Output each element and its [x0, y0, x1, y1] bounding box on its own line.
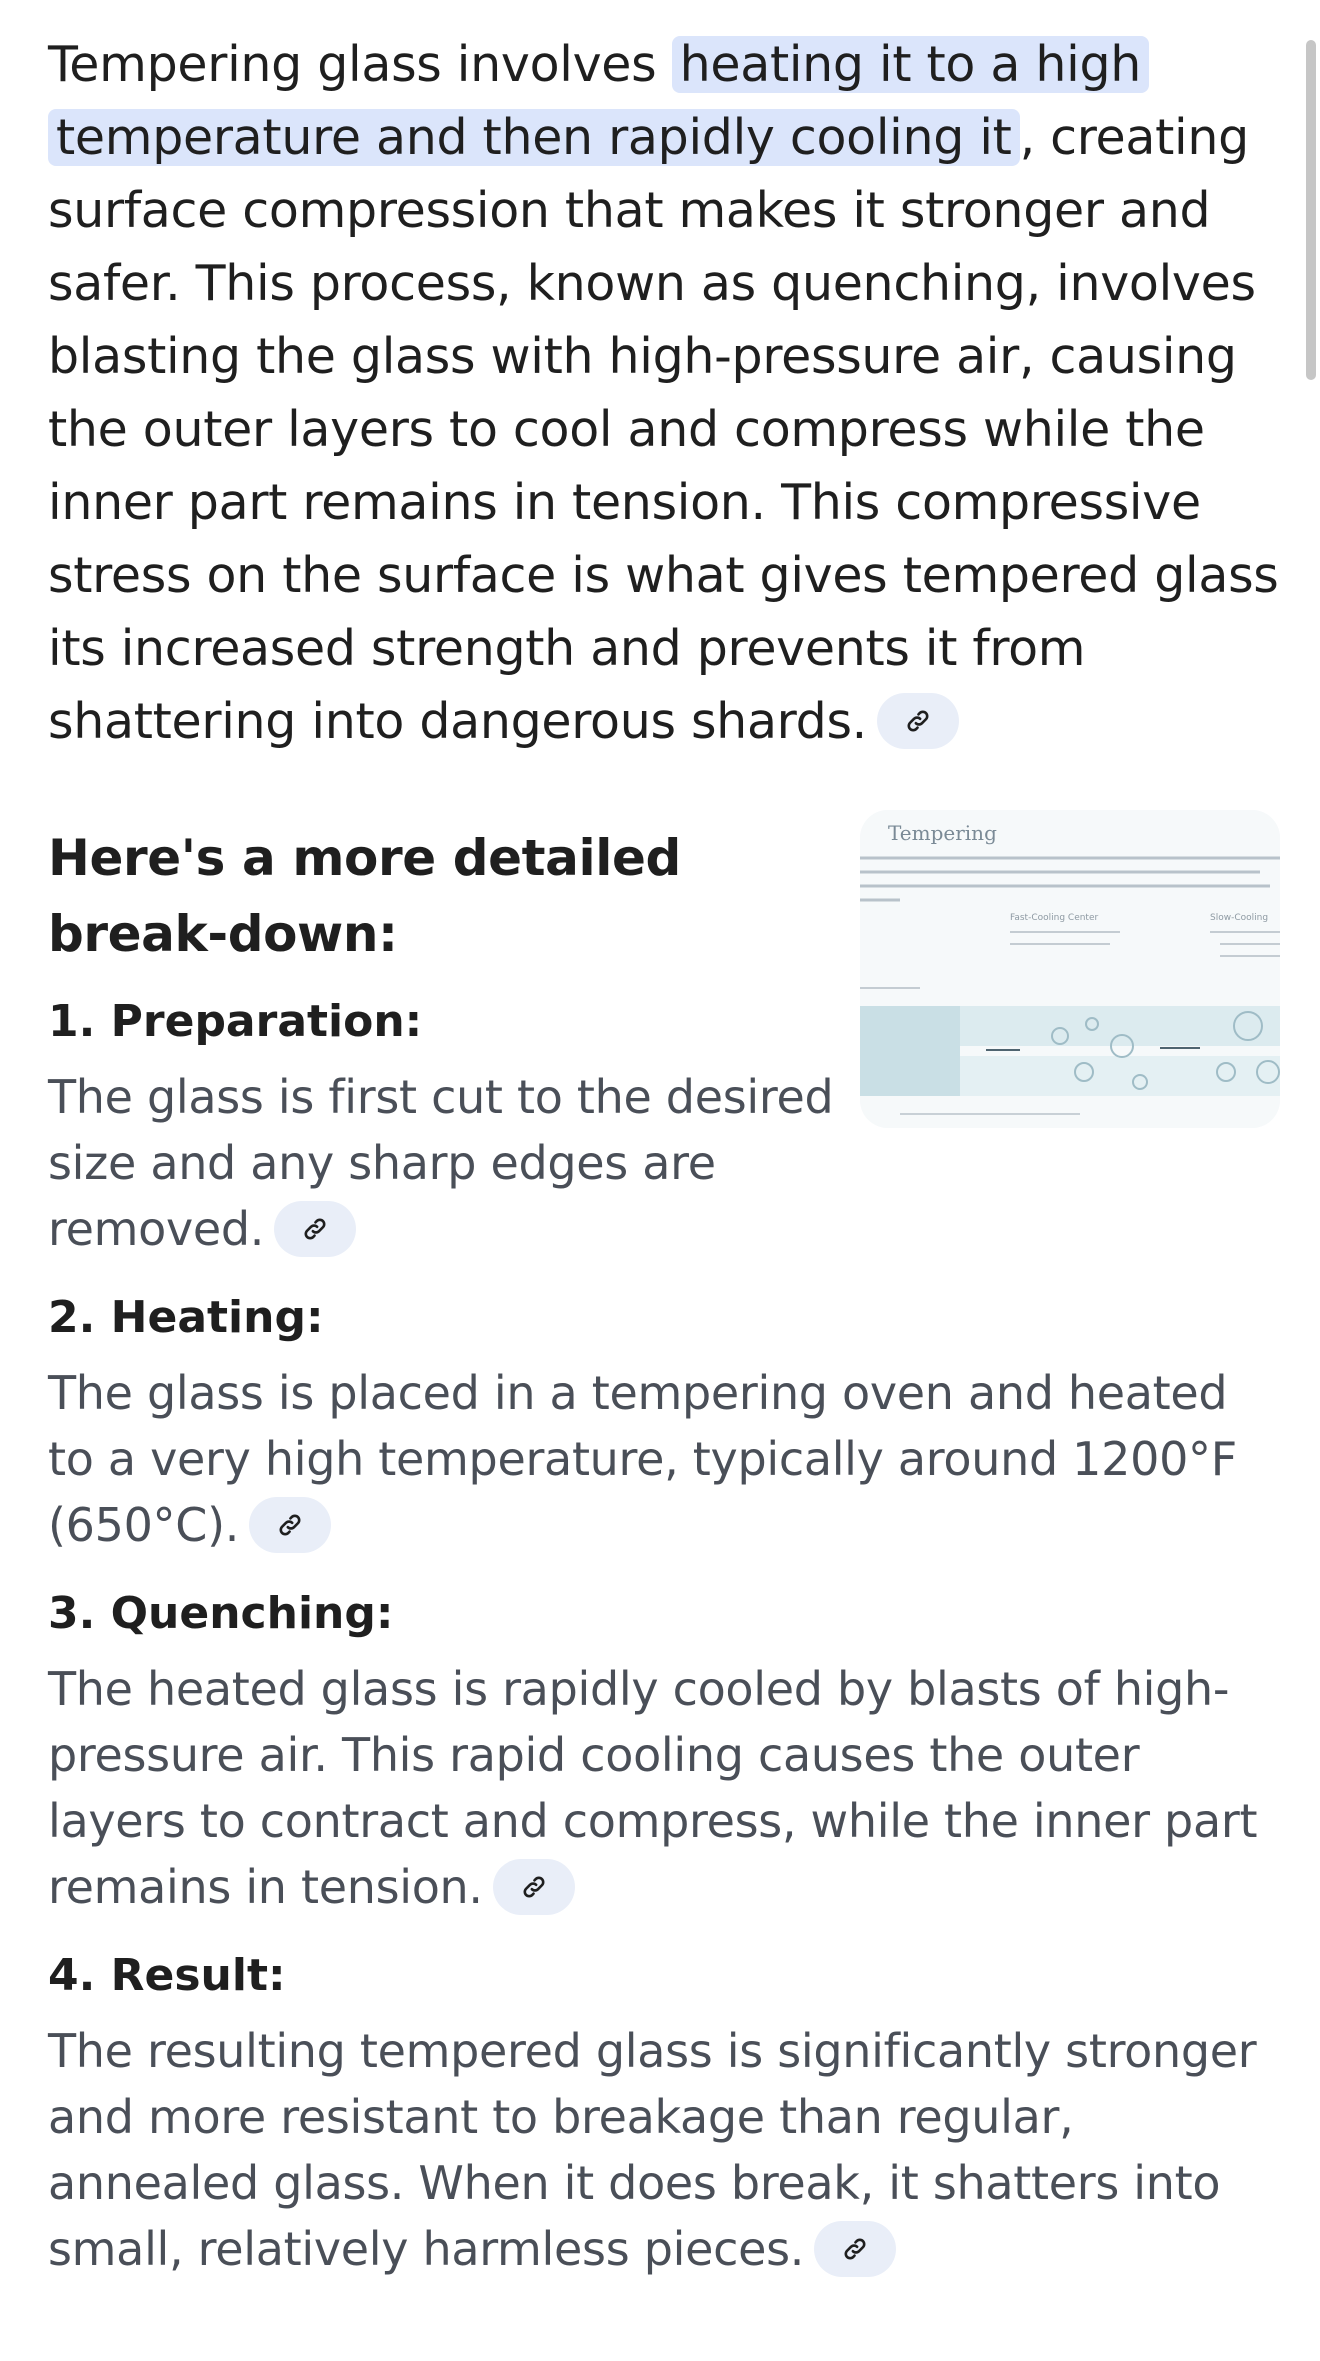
step-quenching	[48, 1584, 1280, 1920]
answer-intro	[48, 28, 1280, 758]
thumbnail-title: Tempering	[888, 821, 997, 845]
link-icon	[277, 1512, 303, 1538]
step-body-text: The heated glass is rapidly cooled by blasts of high-pressure air. This rapid cooling causes the outer layers to contract and compress, while the inner part remains in tension.	[48, 1662, 1258, 1914]
source-link-button[interactable]	[814, 2221, 896, 2277]
step-body-text: The resulting tempered glass is significantly stronger and more resistant to breakage than regular, annealed glass. When it does break, it shatters into small, relatively harmless pieces.	[48, 2024, 1257, 2276]
link-icon	[905, 708, 931, 734]
link-icon	[521, 1874, 547, 1900]
step-body-text: The glass is placed in a tempering oven and heated to a very high temperature, typically around 1200°F (650°C).	[48, 1366, 1237, 1552]
step-title: 4. Result:	[48, 1950, 286, 2001]
ai-answer	[48, 28, 1280, 2282]
step-title: 3. Quenching:	[48, 1588, 394, 1639]
step-title: 2. Heating:	[48, 1292, 324, 1343]
breakdown-heading: Here's a more detailed break-down:	[48, 829, 681, 963]
step-heating	[48, 1288, 1280, 1558]
step-body-text: The glass is first cut to the desired size and any sharp edges are removed.	[48, 1070, 834, 1256]
step-body	[48, 2018, 1280, 2282]
thumbnail-label-fast: Fast-Cooling Center	[1010, 913, 1099, 923]
step-body	[48, 1360, 1280, 1558]
source-link-button[interactable]	[493, 1859, 575, 1915]
step-body	[48, 1064, 838, 1262]
scrollbar-thumb[interactable]	[1306, 40, 1316, 380]
step-body	[48, 1656, 1280, 1920]
step-result	[48, 1946, 1280, 2282]
step-title: 1. Preparation:	[48, 996, 423, 1047]
intro-before: Tempering glass involves	[48, 36, 672, 93]
source-link-button[interactable]	[249, 1497, 331, 1553]
tempering-diagram-thumbnail[interactable]	[860, 810, 1280, 1128]
intro-after: , creating surface compression that makes it stronger and safer. This process, known as quenching, involves blasting the glass with high-pressure air, causing the outer layers to cool and compress while the inner part remains in tension. This compressive stress on the surface is what gives tempered glass its increased strength and prevents it from shattering into dangerous shards.	[48, 109, 1279, 750]
link-icon	[842, 2236, 868, 2262]
source-link-button[interactable]	[274, 1201, 356, 1257]
thumbnail-label-slow: Slow-Cooling	[1210, 913, 1269, 923]
link-icon	[302, 1216, 328, 1242]
source-link-button[interactable]	[877, 693, 959, 749]
tempering-diagram-image	[860, 810, 1280, 1128]
intro-highlight[interactable]: heating it to a high temperature and then rapidly cooling it	[48, 36, 1149, 166]
breakdown-section	[48, 820, 1280, 2282]
